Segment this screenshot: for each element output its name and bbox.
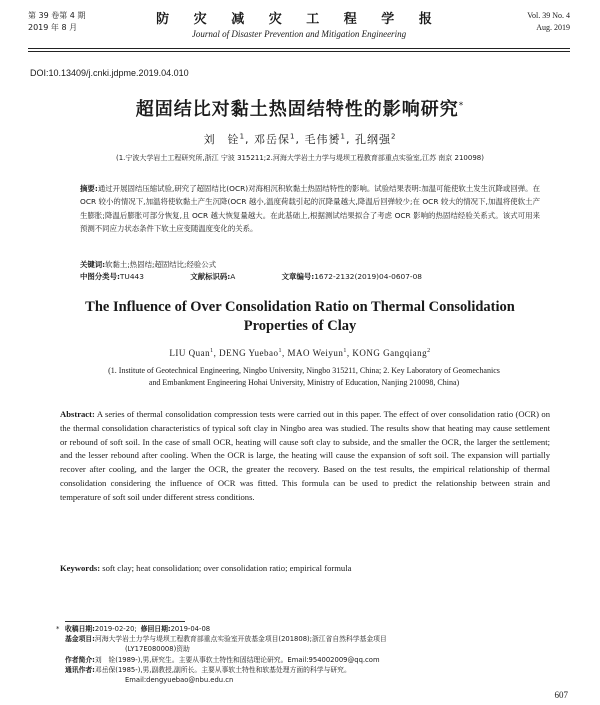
en-authors: LIU Quan$^1$, DENG Yuebao$^1$, MAO Weiyun$^1$, KONG Gangqiang$^2$ — [169, 348, 431, 358]
cn-abstract — [80, 182, 540, 235]
footnote-rule — [65, 621, 185, 622]
revised-label: 修回日期: — [140, 625, 171, 633]
cn-author-sup: 1 — [239, 132, 246, 141]
en-author: MAO Weiyun — [287, 348, 344, 358]
cn-title-mark: * — [458, 101, 465, 111]
doc-code-label: 文献标识码: — [190, 272, 231, 281]
date-en: Aug. 2019 — [536, 23, 570, 32]
clc-number — [80, 272, 166, 281]
en-author-sup: 1 — [343, 348, 347, 354]
contact-text: 邓岳保(1985-),男,副教授,副所长。主要从事软土特性和软基处理方面的科学与研究。 — [94, 665, 351, 674]
cn-authors: 刘 铨$^1$, 邓岳保$^1$, 毛伟赟$^1$, 孔纲强$^2$ — [203, 132, 397, 146]
fund-text-cont: (LY17E080008)资助 — [125, 645, 190, 654]
contact-email: Email:dengyuebao@nbu.edu.cn — [125, 676, 234, 685]
author-intro-label: 作者简介: — [65, 655, 95, 664]
article-id — [282, 272, 444, 281]
cn-keywords — [80, 259, 540, 270]
cn-title-text: 超固结比对黏土热固结特性的影响研究 — [135, 99, 459, 120]
en-affiliation — [58, 365, 550, 388]
en-affiliation-line: and Embankment Engineering Hohai University, Ministry of Education, Nanjing 210098, China) — [148, 377, 460, 387]
cn-title — [0, 95, 600, 121]
contact-label: 通讯作者: — [65, 665, 95, 674]
en-abstract-label: Abstract: — [60, 409, 95, 419]
volume-cn: 第 39 卷第 4 期 — [28, 11, 86, 20]
en-abstract-text: A series of thermal consolidation compression tests were carried out in this paper. The effect of over consolidation ratio (OCR) on the thermal consolidation characteristics of typical soft clay in Ningbo area was studied. The results show that heating may cause settlement or rebound of soft soil. In the case of small OCR, heating will cause soft clay to subside, and the smaller the OCR, the larger the settlement; and the lesser rebound after cooling. When the OCR is large, the heating will cause the expansion of soft soil. The expansion will partially recover after cooling, and the larger the OCR, the greater the recovery. Based on the test results, the empirical relationship of thermal consolidation considering the influence of OCR was fitted. This formula can be used to predict the relationship between strain and temperature of soft soil under different stress conditions. — [60, 409, 550, 502]
author-intro-text: 刘 铨(1989-),男,研究生。主要从事软土特性和固结理论研究。Email:954002009@qq.com — [94, 655, 380, 664]
en-keywords-text: soft clay; heat consolidation; over consolidation ratio; empirical formula — [102, 563, 352, 573]
cn-abstract-label: 摘要: — [80, 184, 98, 193]
cn-author: 毛伟赟 — [304, 133, 341, 146]
cn-author: 邓岳保 — [254, 133, 291, 146]
clc-value: TU443 — [119, 272, 144, 281]
cn-author: 孔纲强 — [354, 133, 391, 146]
cn-abstract-text: 通过开展固结压缩试验,研究了超固结比(OCR)对海相沉积软黏土热固结特性的影响。试验结果表明:加温可能使软土发生沉降或回弹。在 OCR 较小的情况下,加温将使软黏土产生沉降(OCR 越小,温度荷载引起的沉降量越大,降温后回弹较少;在 OCR 较大的情况下,加温将使软土产生膨胀;降温后膨胀可部分恢复,且 OCR 越大恢复量越大。在此基础上,根据测试结果拟合了考虑 OCR 影响的热固结经验关系式。该式可用来预测不同应力状态条件下软土应变随温度变化的关系。 — [80, 184, 540, 233]
footnote-author — [65, 655, 545, 665]
article-id-value: 1672-2132(2019)04-0607-08 — [314, 272, 422, 281]
header-rule-thick — [28, 48, 570, 49]
en-author: DENG Yuebao — [219, 348, 279, 358]
fund-text: 河海大学岩土力学与堤坝工程教育部重点实验室开放基金项目(201808);浙江省自然科学基金项目 — [94, 635, 387, 644]
en-keywords — [60, 563, 550, 573]
en-author-sup: 1 — [210, 348, 214, 354]
header-center — [28, 8, 570, 39]
cn-author-sup: 2 — [390, 132, 397, 141]
en-keywords-label: Keywords: — [60, 563, 101, 573]
journal-name-en: Journal of Disaster Prevention and Mitigation Engineering — [191, 29, 407, 39]
footnote-contact — [65, 665, 545, 675]
footnote-fund — [65, 634, 545, 644]
footnotes — [56, 624, 545, 685]
journal-name-cn: 防 灾 减 灾 工 程 学 报 — [156, 12, 442, 27]
cn-affiliation: (1.宁波大学岩土工程研究所,浙江 宁波 315211;2.河海大学岩土力学与堤坝工程教育部重点实验室,江苏 南京 210098) — [116, 154, 484, 162]
footnote-bullet: * — [56, 625, 60, 633]
article-id-label: 文章编号: — [281, 272, 315, 281]
en-title-line: The Influence of Over Consolidation Ratio on Thermal Consolidation — [85, 299, 515, 315]
en-author-sup: 1 — [278, 348, 283, 354]
cn-keywords-text: 软黏土;热固结;超固结比;经验公式 — [105, 260, 217, 269]
fund-label: 基金项目: — [65, 635, 95, 644]
clc-label: 中图分类号: — [80, 272, 120, 281]
journal-header — [28, 8, 570, 52]
doi: DOI:10.13409/j.cnki.jdpme.2019.04.010 — [30, 68, 189, 78]
revised-date: 2019-04-08 — [170, 625, 211, 633]
doc-code-value: A — [230, 272, 236, 281]
en-title-line: Properties of Clay — [243, 318, 357, 334]
en-author: KONG Gangqiang — [352, 348, 428, 358]
volume-en: Vol. 39 No. 4 — [527, 11, 570, 20]
header-right — [527, 10, 570, 34]
cn-author-sup: 1 — [290, 132, 296, 141]
received-label: 收稿日期: — [65, 625, 95, 633]
en-abstract — [60, 408, 550, 505]
en-author: LIU Quan — [169, 348, 211, 358]
en-author-sup: 2 — [427, 348, 431, 354]
page-number: 607 — [554, 690, 568, 700]
footnote-received — [56, 624, 545, 634]
header-rule-thin — [28, 51, 570, 52]
received-date: 2019-02-20; — [94, 625, 137, 633]
en-title — [60, 298, 540, 336]
cn-keywords-label: 关键词: — [80, 260, 106, 269]
en-affiliation-line: (1. Institute of Geotechnical Engineering, Ningbo University, Ningbo 315211, China; 2. Key Laboratory of Geomechanics — [108, 366, 500, 375]
date-cn: 2019 年 8 月 — [28, 23, 78, 32]
doc-code — [190, 272, 257, 281]
cn-author: 刘 铨 — [203, 133, 240, 146]
cn-author-sup: 1 — [340, 132, 346, 141]
cn-classification — [80, 271, 540, 282]
